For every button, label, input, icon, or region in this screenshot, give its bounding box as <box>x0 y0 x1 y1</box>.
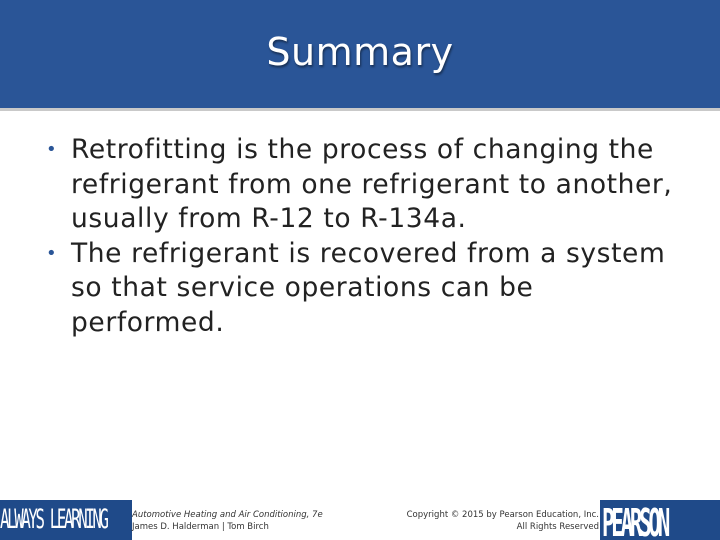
copyright-line-2: All Rights Reserved <box>516 522 599 532</box>
bullet-text: The refrigerant is recovered from a system so that service operations can be performed. <box>71 237 666 338</box>
always-learning-banner <box>0 500 132 540</box>
copyright-line-1: Copyright © 2015 by Pearson Education, Inc. <box>406 510 599 520</box>
always-learning-text: ALWAYS LEARNING <box>0 504 107 535</box>
bullet-item <box>46 133 686 237</box>
bullet-item <box>46 237 686 341</box>
bullet-text: Retrofitting is the process of changing the refrigerant from one refrigerant to another, usually from R-12 to R-134a. <box>71 134 673 234</box>
book-authors: James D. Halderman | Tom Birch <box>132 522 269 532</box>
title-bar <box>0 0 720 111</box>
bullet-dot-icon: • <box>46 139 58 160</box>
pearson-logo-box <box>600 500 720 540</box>
bullet-list <box>46 133 686 340</box>
book-title: Automotive Heating and Air Conditioning, 7e <box>132 510 323 520</box>
footer-info <box>132 500 600 540</box>
pearson-logo: PEARSON <box>602 501 667 540</box>
slide-title: Summary <box>266 30 454 74</box>
bullet-dot-icon: • <box>46 242 58 264</box>
footer <box>0 500 720 540</box>
